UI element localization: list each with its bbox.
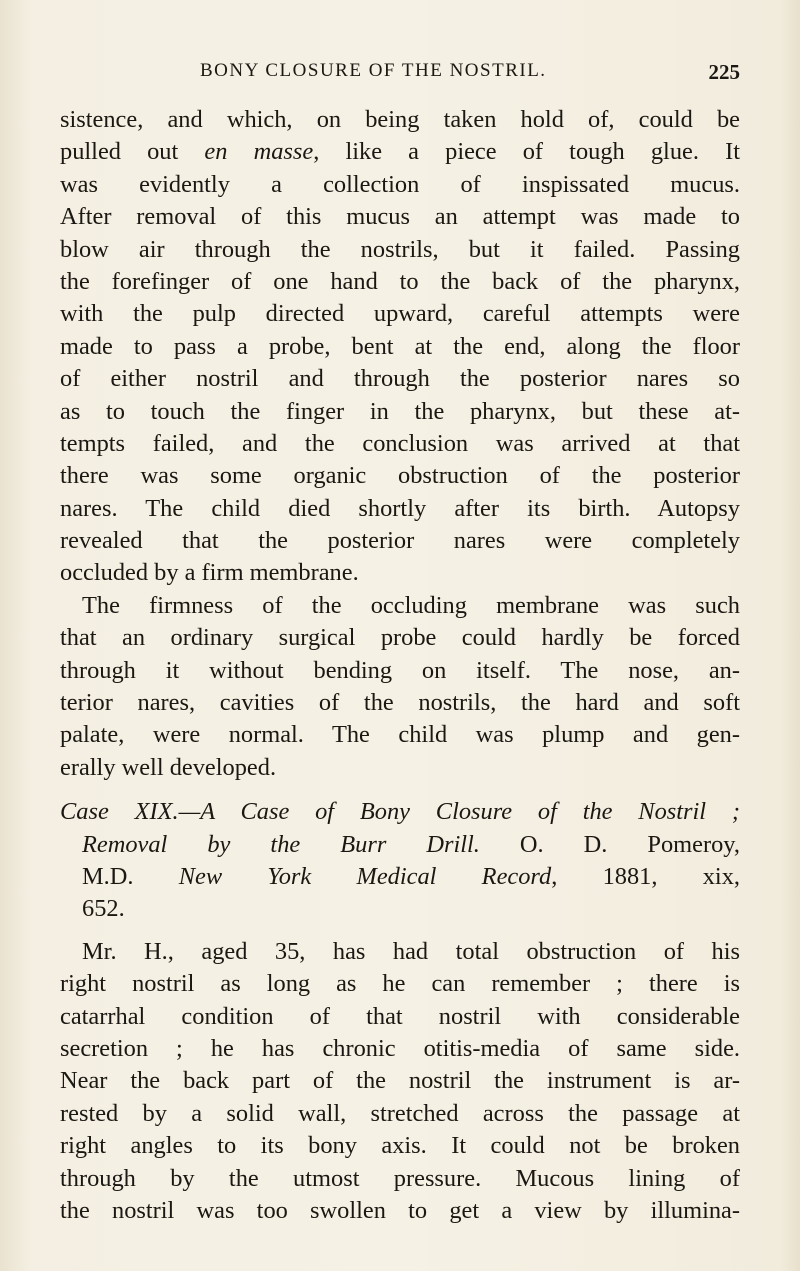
text-line: through by the utmost pressure. Mucous lining of <box>60 1164 740 1192</box>
text-line: was evidently a collection of inspissated mucus. <box>60 170 740 198</box>
text-line: catarrhal condition of that nostril with considerable <box>60 1002 740 1030</box>
text-line: terior nares, cavities of the nostrils, the hard and soft <box>60 689 740 717</box>
text-line: tempts failed, and the conclusion was arrived at that <box>60 429 740 457</box>
body-text <box>60 104 740 1227</box>
text-line: of either nostril and through the posterior nares so <box>60 365 740 393</box>
text-line: rested by a solid wall, stretched across the passage at <box>60 1099 740 1127</box>
text-line: the forefinger of one hand to the back of the pharynx, <box>60 267 740 295</box>
journal-title: New York Medical Record <box>178 862 552 890</box>
text-line: Mr. H., aged 35, has had total obstruction of his <box>82 937 740 965</box>
text-line: nares. The child died shortly after its birth. Autopsy <box>60 494 740 522</box>
page-number: 225 <box>708 60 740 84</box>
citation-detail: , 1881, xix, <box>551 862 740 890</box>
case-title: Case XIX.—A Case of Bony Closure of the Nostril ; <box>60 798 740 826</box>
text-span: pulled out <box>60 138 205 166</box>
text-line: made to pass a probe, bent at the end, along the floor <box>60 332 740 360</box>
text-line <box>60 136 740 168</box>
running-head: BONY CLOSURE OF THE NOSTRIL. <box>200 60 547 81</box>
text-span: , like a piece of tough glue. It <box>313 138 740 166</box>
case-heading-line <box>60 861 740 893</box>
author-degree: M.D. <box>82 862 179 890</box>
text-line: secretion ; he has chronic otitis-media of same side. <box>60 1034 740 1062</box>
italic-phrase: en masse <box>204 138 314 166</box>
text-line: there was some organic obstruction of the posterior <box>60 462 740 490</box>
text-line: through it without bending on itself. The nose, an- <box>60 656 740 684</box>
case-heading-line <box>60 829 740 861</box>
text-line: blow air through the nostrils, but it failed. Passing <box>60 235 740 263</box>
text-line: with the pulp directed upward, careful attempts were <box>60 300 740 328</box>
case-heading-line <box>60 796 740 828</box>
text-line: palate, were normal. The child was plump and gen- <box>60 721 740 749</box>
text-line: revealed that the posterior nares were completely <box>60 527 740 555</box>
text-line: right nostril as long as he can remember ; there is <box>60 970 740 998</box>
text-line: as to touch the finger in the pharynx, but these at- <box>60 397 740 425</box>
text-line: Near the back part of the nostril the instrument is ar- <box>60 1067 740 1095</box>
text-line: The firmness of the occluding membrane was such <box>82 591 740 619</box>
case-title-cont: Removal by the Burr Drill. <box>82 830 480 858</box>
case-heading-line: 652. <box>82 895 125 923</box>
text-line: erally well developed. <box>60 753 277 781</box>
text-line: After removal of this mucus an attempt was made to <box>60 203 740 231</box>
text-line: occluded by a firm membrane. <box>60 559 359 587</box>
page-header <box>60 60 740 90</box>
text-line: the nostril was too swollen to get a view by illumina- <box>60 1196 740 1224</box>
text-line: that an ordinary surgical probe could hardly be forced <box>60 624 740 652</box>
author: O. D. Pomeroy, <box>479 830 740 858</box>
text-line: sistence, and which, on being taken hold of, could be <box>60 106 740 133</box>
text-line: right angles to its bony axis. It could not be broken <box>60 1132 740 1160</box>
